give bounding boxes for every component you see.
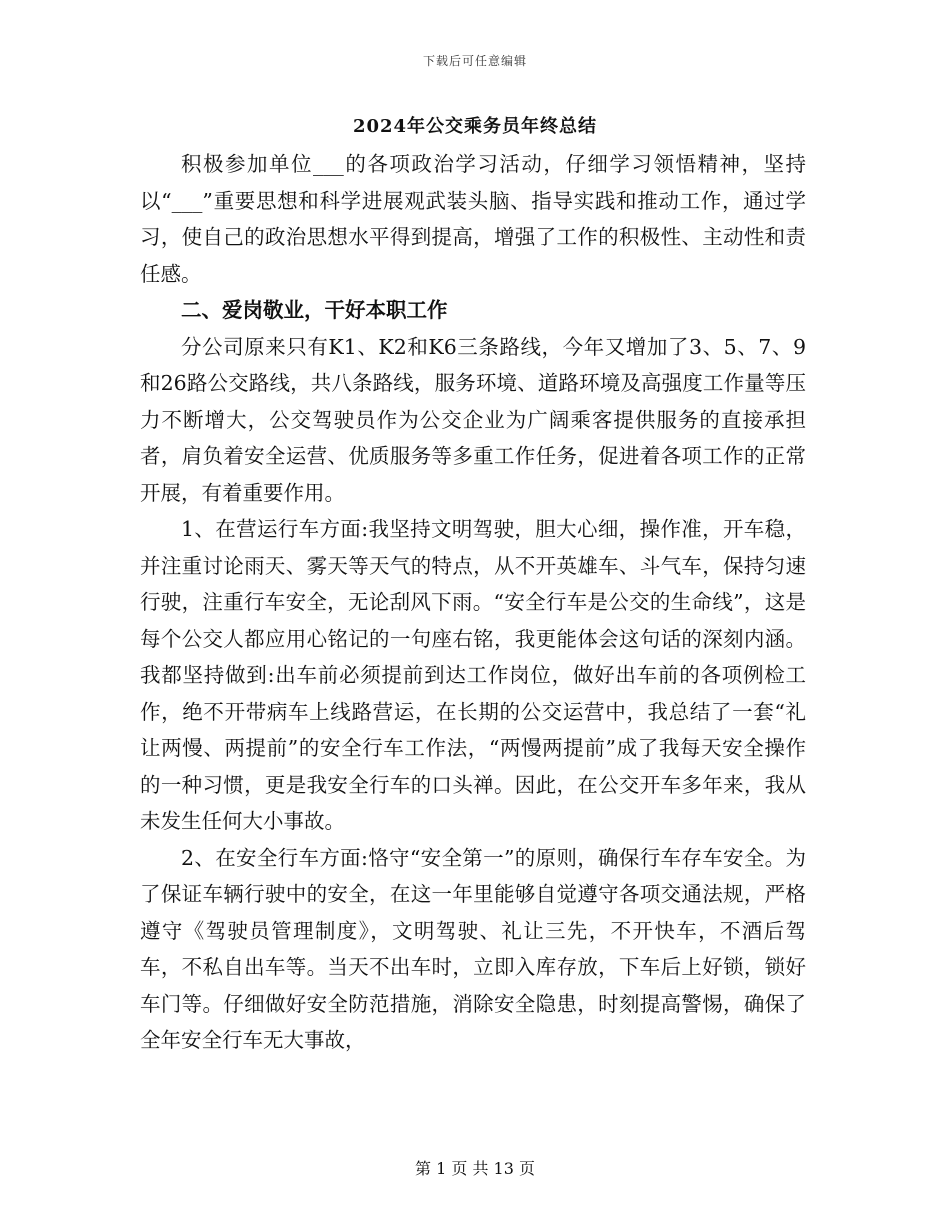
paragraph-operation-driving: 1、在营运行车方面:我坚持文明驾驶，胆大心细，操作准，开车稳，并注重讨论雨天、雾天等天气的特点，从不开英雄车、斗气车，保持匀速行驶，注重行车安全，无论刮风下雨。“安全行车是公交的生命线”，这是每个公交人都应用心铭记的一句座右铭，我更能体会这句话的深刻内涵。我都坚持做到:出车前必须提前到达工作岗位，做好出车前的各项例检工作，绝不开带病车上线路营运，在长期的公交运营中，我总结了一套“礼让两慢、两提前”的安全行车工作法，“两慢两提前”成了我每天安全操作的一种习惯，更是我安全行车的口头禅。因此，在公交开车多年来，我从未发生任何大小事故。 — [140, 517, 806, 833]
paragraph-route-expansion: 分公司原来只有K1、K2和K6三条路线，今年又增加了3、5、7、9和26路公交路线，共八条路线，服务环境、道路环境及高强度工作量等压力不断增大，公交驾驶员作为公交企业为广阔乘客提供服务的直接承担者，肩负着安全运营、优质服务等多重工作任务，促进着各项工作的正常开展，有着重要作用。 — [140, 334, 806, 505]
page-indicator: 第 1 页 共 13 页 — [415, 1159, 535, 1178]
paragraph-political-study: 积极参加单位___的各项政治学习活动，仔细学习领悟精神，坚持以“___”重要思想和科学进展观武装头脑、指导实践和推动工作，通过学习，使自己的政治思想水平得到提高，增强了工作的积极性、主动性和责任感。 — [140, 152, 806, 286]
paragraph-safe-driving: 2、在安全行车方面:恪守“安全第一”的原则，确保行车存车安全。为了保证车辆行驶中的安全，在这一年里能够自觉遵守各项交通法规，严格遵守《驾驶员管理制度》，文明驾驶、礼让三先，不开快车，不酒后驾车，不私自出车等。当天不出车时，立即入库存放，下车后上好锁，锁好车门等。仔细做好安全防范措施，消除安全隐患，时刻提高警惕，确保了全年安全行车无大事故， — [140, 845, 806, 1052]
document-title: 2024年公交乘务员年终总结 — [352, 116, 598, 137]
section-heading-dedication: 二、爱岗敬业，干好本职工作 — [181, 298, 448, 322]
header-note: 下载后可任意编辑 — [422, 54, 527, 68]
document-body — [140, 146, 806, 1059]
